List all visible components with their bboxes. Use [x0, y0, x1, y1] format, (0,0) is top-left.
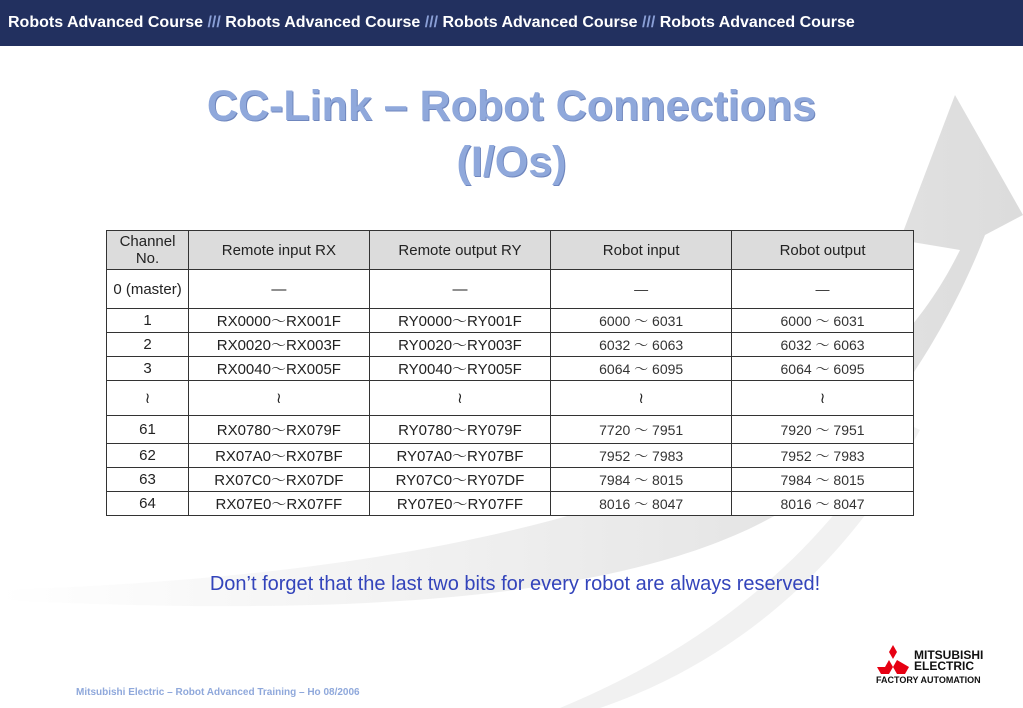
cell-remote-output: ≀ [369, 381, 551, 416]
reserved-bits-note: Don’t forget that the last two bits for every robot are always reserved! [209, 573, 821, 595]
table-row [107, 270, 914, 309]
cell-channel: 3 [107, 357, 189, 381]
cell-channel: 64 [107, 492, 189, 516]
header-course-3: Robots Advanced Course [442, 14, 638, 31]
header-robot-input: Robot input [551, 231, 732, 270]
cell-remote-input: RX0780～RX079F [189, 416, 370, 444]
cell-robot-input: — [551, 270, 732, 309]
table-row [107, 333, 914, 357]
header-course-1: Robots Advanced Course [8, 14, 203, 31]
mitsubishi-logo [876, 641, 1006, 689]
cell-channel: 2 [107, 333, 189, 357]
cell-channel: ≀ [107, 381, 189, 416]
cell-channel: 61 [107, 416, 189, 444]
cell-remote-output: RY0780～RY079F [369, 416, 551, 444]
cell-robot-output: 7984 ～ 8015 [732, 468, 914, 492]
cell-robot-output: ≀ [732, 381, 914, 416]
cell-robot-input: 6000 ～ 6031 [551, 309, 732, 333]
cell-remote-output: RY0000～RY001F [369, 309, 551, 333]
cell-channel: 0 (master) [107, 270, 189, 309]
table-header-row [107, 231, 914, 270]
header-separator-3: /// [641, 14, 656, 31]
cell-channel: 1 [107, 309, 189, 333]
cell-robot-output: — [732, 270, 914, 309]
cell-robot-output: 8016 ～ 8047 [732, 492, 914, 516]
cell-robot-output: 6032 ～ 6063 [732, 333, 914, 357]
cell-remote-input: ≀ [189, 381, 370, 416]
cell-robot-input: 6064 ～ 6095 [551, 357, 732, 381]
cell-remote-input: RX07E0～RX07FF [189, 492, 370, 516]
logo-line2: ELECTRIC [914, 659, 974, 673]
table-row-ellipsis [107, 381, 914, 416]
cell-robot-output: 7952 ～ 7983 [732, 444, 914, 468]
table-row [107, 416, 914, 444]
page-title-line2: (I/Os) [456, 138, 567, 186]
cell-robot-input: 8016 ～ 8047 [551, 492, 732, 516]
table-row [107, 357, 914, 381]
cell-robot-input: 7952 ～ 7983 [551, 444, 732, 468]
table-row [107, 444, 914, 468]
io-mapping-table [106, 230, 914, 516]
cell-remote-input: RX0040～RX005F [189, 357, 370, 381]
header-remote-input: Remote input RX [189, 231, 370, 270]
header-course-4: Robots Advanced Course [659, 14, 855, 31]
three-diamonds-logo-icon [876, 645, 910, 675]
header-separator-2: /// [424, 14, 439, 31]
cell-robot-output: 6000 ～ 6031 [732, 309, 914, 333]
cell-robot-output: 6064 ～ 6095 [732, 357, 914, 381]
cell-remote-input: RX0020～RX003F [189, 333, 370, 357]
cell-robot-input: ≀ [551, 381, 732, 416]
cell-robot-input: 7984 ～ 8015 [551, 468, 732, 492]
table-row [107, 309, 914, 333]
logo-line1: MITSUBISHI [914, 648, 984, 662]
cell-remote-output: RY07A0～RY07BF [369, 444, 551, 468]
header-separator-1: /// [207, 14, 221, 31]
table-row [107, 468, 914, 492]
cell-remote-output: — [369, 270, 551, 309]
cell-robot-input: 6032 ～ 6063 [551, 333, 732, 357]
cell-remote-output: RY07C0～RY07DF [369, 468, 551, 492]
header-channel-no: Channel No. [107, 231, 189, 270]
cell-robot-output: 7920 ～ 7951 [732, 416, 914, 444]
cell-remote-output: RY07E0～RY07FF [369, 492, 551, 516]
logo-line3: FACTORY AUTOMATION [876, 675, 981, 685]
header-course-2: Robots Advanced Course [225, 14, 421, 31]
header-robot-output: Robot output [732, 231, 914, 270]
cell-channel: 63 [107, 468, 189, 492]
cell-remote-input: RX07A0～RX07BF [189, 444, 370, 468]
table-row [107, 492, 914, 516]
cell-remote-output: RY0020～RY003F [369, 333, 551, 357]
cell-remote-input: — [189, 270, 370, 309]
page-title-line1: CC-Link – Robot Connections [206, 82, 817, 130]
cell-remote-output: RY0040～RY005F [369, 357, 551, 381]
cell-remote-input: RX07C0～RX07DF [189, 468, 370, 492]
footer-text: Mitsubishi Electric – Robot Advanced Training – Ho 08/2006 [76, 687, 360, 698]
header-banner [0, 0, 1023, 46]
header-remote-output: Remote output RY [369, 231, 551, 270]
cell-robot-input: 7720 ～ 7951 [551, 416, 732, 444]
cell-remote-input: RX0000～RX001F [189, 309, 370, 333]
cell-channel: 62 [107, 444, 189, 468]
page-title [0, 78, 1023, 190]
